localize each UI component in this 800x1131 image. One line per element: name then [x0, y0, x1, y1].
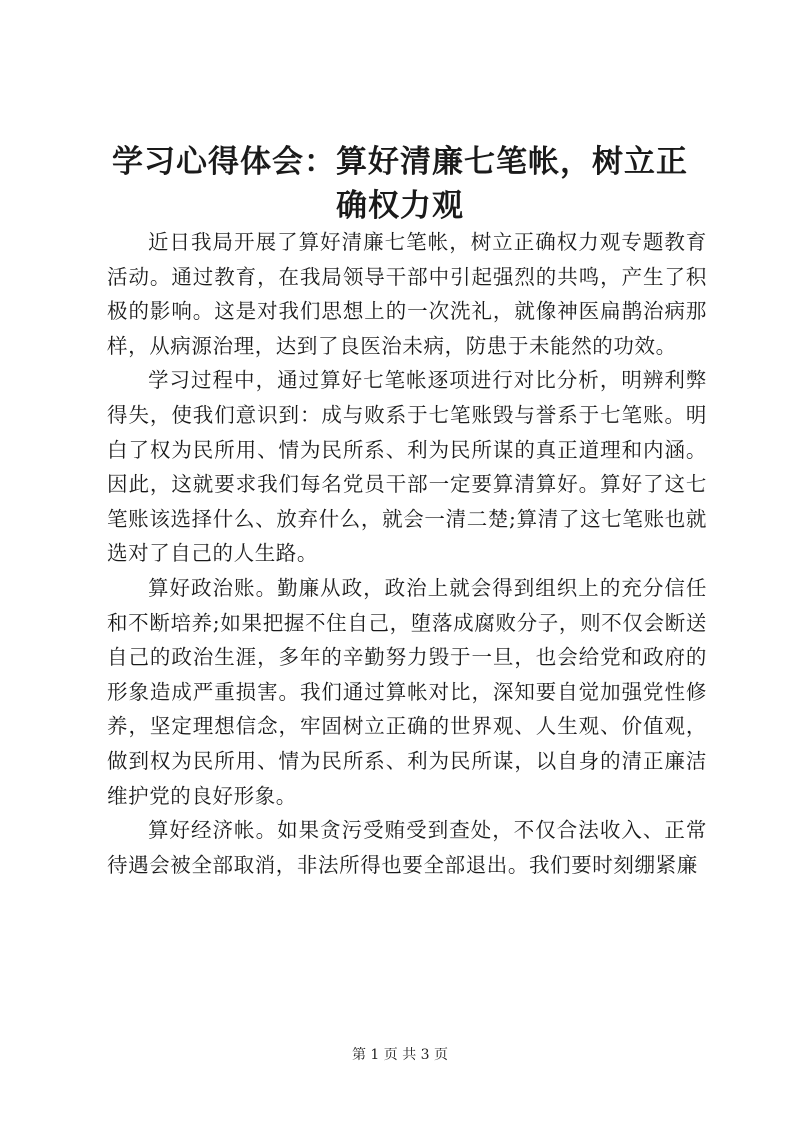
paragraph-intro: 近日我局开展了算好清廉七笔帐，树立正确权力观专题教育活动。通过教育，在我局领导干部中引起强烈的共鸣，产生了积极的影响。这是对我们思想上的一次洗礼，就像神医扁鹊治病那样，从病源治理，达到了良医治未病，防患于未能然的功效。 — [107, 230, 707, 358]
paragraph-political-account: 算好政治账。勤廉从政，政治上就会得到组织上的充分信任和不断培养;如果把握不住自己，堕落成腐败分子，则不仅会断送自己的政治生涯，多年的辛勤努力毁于一旦，也会给党和政府的形象造成严重损害。我们通过算帐对比，深知要自觉加强党性修养，坚定理想信念，牢固树立正确的世界观、人生观、价值观，做到权为民所用、情为民所系、利为民所谋，以自身的清正廉洁维护党的良好形象。 — [107, 575, 707, 808]
document-title: 学习心得体会：算好清廉七笔帐，树立正确权力观 — [112, 144, 688, 224]
page-number-footer: 第 1 页 共 3 页 — [351, 1047, 449, 1063]
paragraph-economic-account: 算好经济帐。如果贪污受贿受到查处，不仅合法收入、正常待遇会被全部取消，非法所得也要全部退出。我们要时刻绷紧廉 — [107, 818, 707, 877]
document-body — [107, 225, 707, 882]
paragraph-learning-process: 学习过程中，通过算好七笔帐逐项进行对比分析，明辨利弊得失，使我们意识到：成与败系于七笔账毁与誉系于七笔账。明白了权为民所用、情为民所系、利为民所谋的真正道理和内涵。因此，这就要求我们每名党员干部一定要算清算好。算好了这七笔账该选择什么、放弃什么，就会一清二楚;算清了这七笔账也就选对了自己的人生路。 — [107, 368, 707, 566]
